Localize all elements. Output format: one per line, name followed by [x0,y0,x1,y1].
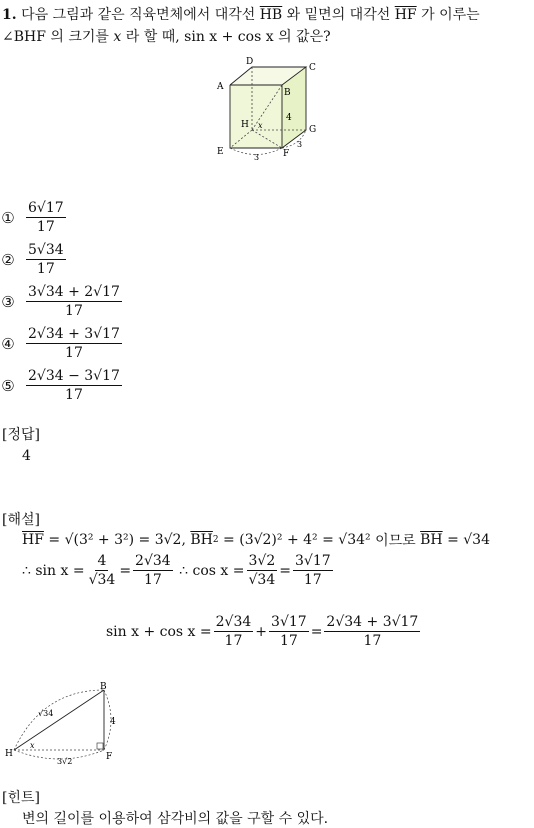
label-g: G [309,125,317,135]
question-text-2b: 라 할 때, [125,29,180,45]
variable-x: x [113,29,122,45]
choice-mark: ④ [1,334,15,353]
choice-3[interactable] [0,284,124,319]
question-line-1 [2,4,480,24]
choice-fraction: $\frac{5√34}{17}$ [28,242,64,277]
answer-value: 4 [22,448,31,464]
edge-ef-length: 3 [254,153,260,162]
label-b: B [100,682,107,692]
choice-fraction: $\frac{3√34 + 2√17}{17}$ [28,284,120,319]
label-f: F [106,752,113,762]
hypotenuse-length: √34 [38,709,54,718]
edge-bf-length: 4 [286,113,292,123]
choice-mark: ⑤ [1,376,15,395]
side-length: 4 [110,717,116,727]
choice-5[interactable] [0,368,124,403]
choice-4[interactable] [0,326,124,361]
segment-hf: $\overline{HF}$ [394,7,417,23]
choice-mark: ③ [1,292,15,311]
angle-x-label: x [258,121,263,130]
triangle-figure [2,680,132,765]
label-d: D [246,57,254,67]
label-c: C [309,63,316,73]
answer-label: [정답] [2,427,40,443]
solution-label: [해설] [2,512,40,528]
front-face [230,85,282,148]
question-text-1a: 다음 그림과 같은 직육면체에서 대각선 [21,7,256,23]
question-text-2a: ∠BHF 의 크기를 [2,29,109,45]
choice-fraction: $\frac{2√34 - 3√17}{17}$ [28,368,120,403]
question-line-2 [2,26,331,46]
choice-mark: ① [1,208,15,227]
label-e: E [217,147,224,157]
label-b: B [284,88,291,98]
choice-fraction: $\frac{2√34 + 3√17}{17}$ [28,326,120,361]
question-text-1b: 와 밑면의 대각선 [286,7,391,23]
question-text-1c: 가 이루는 [421,7,480,23]
hint-label: [힌트] [2,790,40,806]
label-f: F [283,149,290,159]
hint-text: 변의 길이를 이용하여 삼각비의 값을 구할 수 있다. [22,811,329,827]
expression: sin x + cos x [184,29,274,45]
choice-2[interactable] [0,242,68,277]
solution-line-3: sin x + cos x = $\frac{2√34}{17}$ + $\frac{3√17}{17}$ = $\frac{2√34 + 3√17}{17}$ [106,614,419,649]
choice-1[interactable] [0,200,68,235]
segment-hb: $\overline{HB}$ [259,7,283,23]
question-number: 1. [2,7,17,23]
solution-line-1: $\overline{HF}$ = √(3² + 3²) = 3√2, $\overline{BH}$ 2 = (3√2)² + 4² = √34² 이므로 $\overline{BH}$ = √34 [22,532,490,549]
label-h: H [5,749,13,759]
angle-x-label: x [30,741,35,750]
label-h: H [241,120,249,130]
label-a: A [217,82,224,92]
base-length: 3√2 [57,757,73,765]
question-text-2c: 의 값은? [278,29,331,45]
solution-line-2: ∴ sin x = $\frac{4}{√34}$ = $\frac{2√34}{17}$ ∴ cos x = $\frac{3√2}{√34}$ = $\frac{3√17}{17}$ [22,553,331,588]
cuboid-figure [210,55,330,165]
choice-fraction: $\frac{6√17}{17}$ [28,200,64,235]
choice-mark: ② [1,250,15,269]
edge-fg-length: 3 [297,140,303,149]
